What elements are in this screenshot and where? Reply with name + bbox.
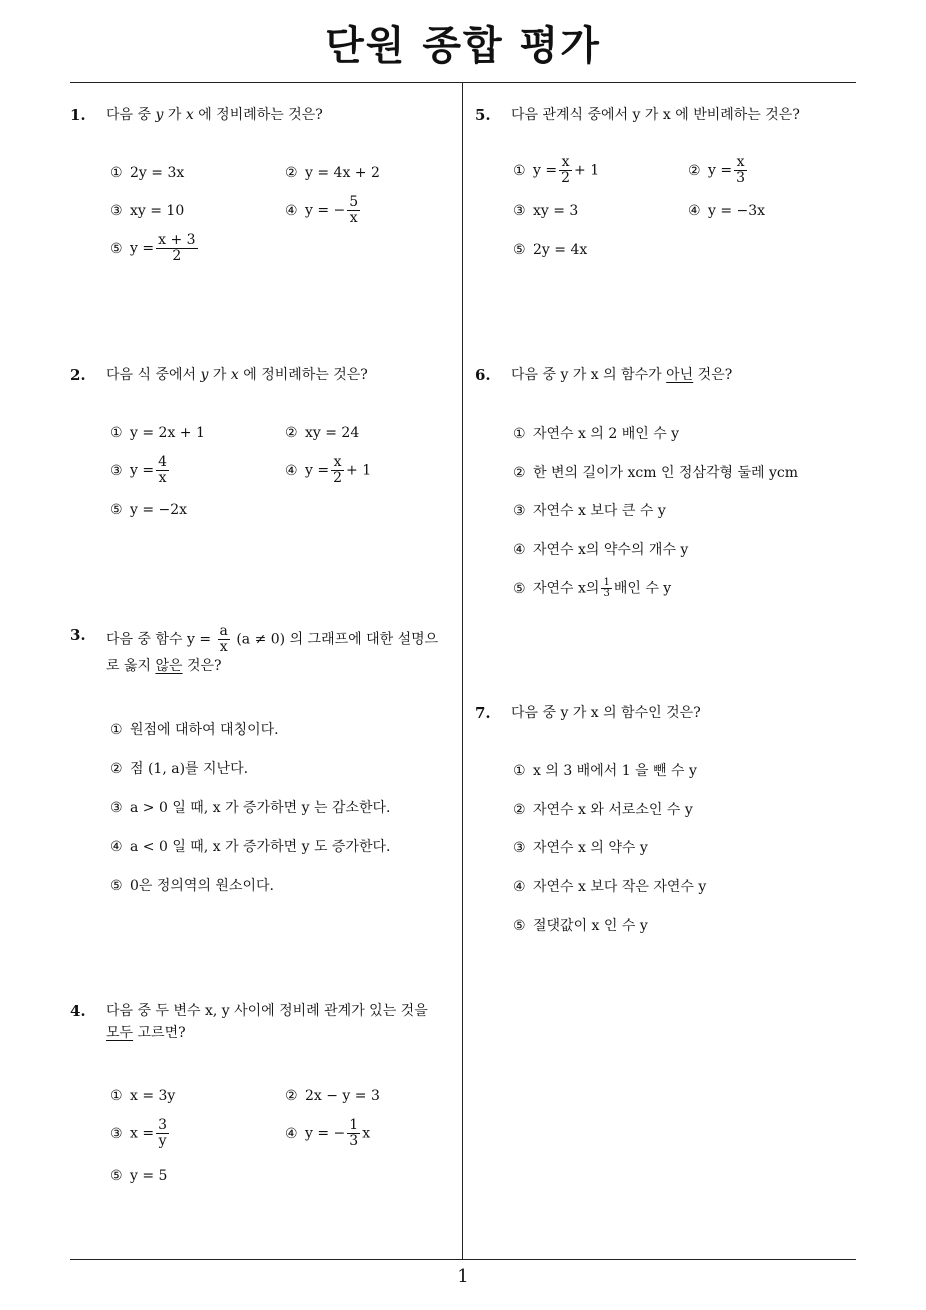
q6-option-3[interactable]: ③ 자연수 x 보다 큰 수 y (513, 503, 666, 519)
q2-option-5[interactable]: ⑤ y = −2x (110, 502, 188, 518)
fraction: $\frac{a}{x}$ (219, 623, 228, 655)
q5-option-5[interactable]: ⑤ 2y = 4x (513, 242, 588, 258)
q4-option-5[interactable]: ⑤ y = 5 (110, 1168, 168, 1184)
question-number: 3. (70, 626, 86, 644)
q3-option-1[interactable]: ① 원점에 대하여 대칭이다. (110, 722, 279, 738)
q1-option-1[interactable]: ① 2y = 3x (110, 165, 185, 181)
q3-option-5[interactable]: ⑤ 0은 정의역의 원소이다. (110, 878, 274, 894)
top-rule (70, 82, 856, 83)
question-stem: 다음 중 y 가 x 의 함수가 아닌 것은? (511, 367, 733, 383)
q7-option-2[interactable]: ② 자연수 x 와 서로소인 수 y (513, 802, 693, 818)
question-stem: 다음 중 함수 y = $\frac{a}{x}$ (a ≠ 0) 의 그래프에 대한 설명으 로 옳지 않은 것은? (106, 623, 439, 674)
q6-option-4[interactable]: ④ 자연수 x의 약수의 개수 y (513, 542, 689, 558)
q4-option-4[interactable]: ④ y = − $\frac{1}{3}$ x (285, 1117, 371, 1149)
question-number: 7. (475, 704, 491, 722)
q7-option-3[interactable]: ③ 자연수 x 의 약수 y (513, 840, 648, 856)
question-number: 5. (475, 106, 491, 124)
q7-option-4[interactable]: ④ 자연수 x 보다 작은 자연수 y (513, 879, 707, 895)
fraction: $\frac{4}{x}$ (158, 454, 168, 486)
page-title: 단원 종합 평가 (325, 23, 601, 69)
question-stem: 다음 식 중에서 y 가 x 에 정비례하는 것은? (106, 367, 368, 383)
q7-option-5[interactable]: ⑤ 절댓값이 x 인 수 y (513, 918, 648, 934)
question-3 (70, 624, 455, 694)
fraction: $\frac{5}{x}$ (349, 194, 359, 226)
question-stem: 다음 중 y 가 x 에 정비례하는 것은? (106, 107, 323, 123)
question-number: 1. (70, 106, 86, 124)
question-stem: 다음 관계식 중에서 y 가 x 에 반비례하는 것은? (511, 107, 800, 123)
bottom-rule (70, 1259, 856, 1260)
question-number: 4. (70, 1002, 86, 1020)
q2-option-4[interactable]: ④ y = $\frac{x}{2}$ + 1 (285, 454, 372, 486)
q1-option-2[interactable]: ② y = 4x + 2 (285, 165, 380, 181)
fraction: $\frac{1}{3}$ (349, 1117, 359, 1149)
q7-option-1[interactable]: ① x 의 3 배에서 1 을 뺀 수 y (513, 763, 697, 779)
fraction: $\frac{3}{y}$ (158, 1117, 167, 1149)
q4-option-2[interactable]: ② 2x − y = 3 (285, 1088, 380, 1104)
question-number: 6. (475, 366, 491, 384)
question-stem: 다음 중 두 변수 x, y 사이에 정비례 관계가 있는 것을 모두 고르면? (106, 1003, 428, 1041)
q3-option-2[interactable]: ② 점 (1, a)를 지난다. (110, 761, 249, 777)
q1-option-5[interactable]: ⑤ y = $\frac{x + 3}{2}$ (110, 232, 196, 264)
q1-option-3[interactable]: ③ xy = 10 (110, 203, 185, 219)
q4-option-3[interactable]: ③ x = $\frac{3}{y}$ (110, 1117, 167, 1149)
fraction: $\frac{x}{2}$ (561, 154, 571, 186)
q6-option-5[interactable]: ⑤ 자연수 x의 $\frac{1}{3}$ 배인 수 y (513, 577, 672, 599)
q3-option-4[interactable]: ④ a < 0 일 때, x 가 증가하면 y 도 증가한다. (110, 839, 391, 855)
q2-option-2[interactable]: ② xy = 24 (285, 425, 360, 441)
fraction: $\frac{x + 3}{2}$ (158, 232, 196, 264)
q5-option-4[interactable]: ④ y = −3x (688, 203, 766, 219)
fraction: $\frac{x}{2}$ (333, 454, 343, 486)
page-number: 1 (457, 1266, 469, 1287)
q5-option-2[interactable]: ② y = $\frac{x}{3}$ (688, 154, 746, 186)
q3-option-3[interactable]: ③ a > 0 일 때, x 가 증가하면 y 는 감소한다. (110, 800, 391, 816)
column-divider (462, 83, 463, 1260)
q2-option-1[interactable]: ① y = 2x + 1 (110, 425, 205, 441)
q2-option-3[interactable]: ③ y = $\frac{4}{x}$ (110, 454, 168, 486)
q1-option-4[interactable]: ④ y = − $\frac{5}{x}$ (285, 194, 359, 226)
question-stem: 다음 중 y 가 x 의 함수인 것은? (511, 705, 701, 721)
fraction: $\frac{1}{3}$ (603, 577, 610, 599)
q4-option-1[interactable]: ① x = 3y (110, 1088, 176, 1104)
fraction: $\frac{x}{3}$ (736, 154, 746, 186)
question-4 (70, 1000, 455, 1050)
q5-option-1[interactable]: ① y = $\frac{x}{2}$ + 1 (513, 154, 600, 186)
q6-option-1[interactable]: ① 자연수 x 의 2 배인 수 y (513, 426, 680, 442)
q5-option-3[interactable]: ③ xy = 3 (513, 203, 579, 219)
q6-option-2[interactable]: ② 한 변의 길이가 xcm 인 정삼각형 둘레 ycm (513, 465, 798, 481)
question-number: 2. (70, 366, 86, 384)
